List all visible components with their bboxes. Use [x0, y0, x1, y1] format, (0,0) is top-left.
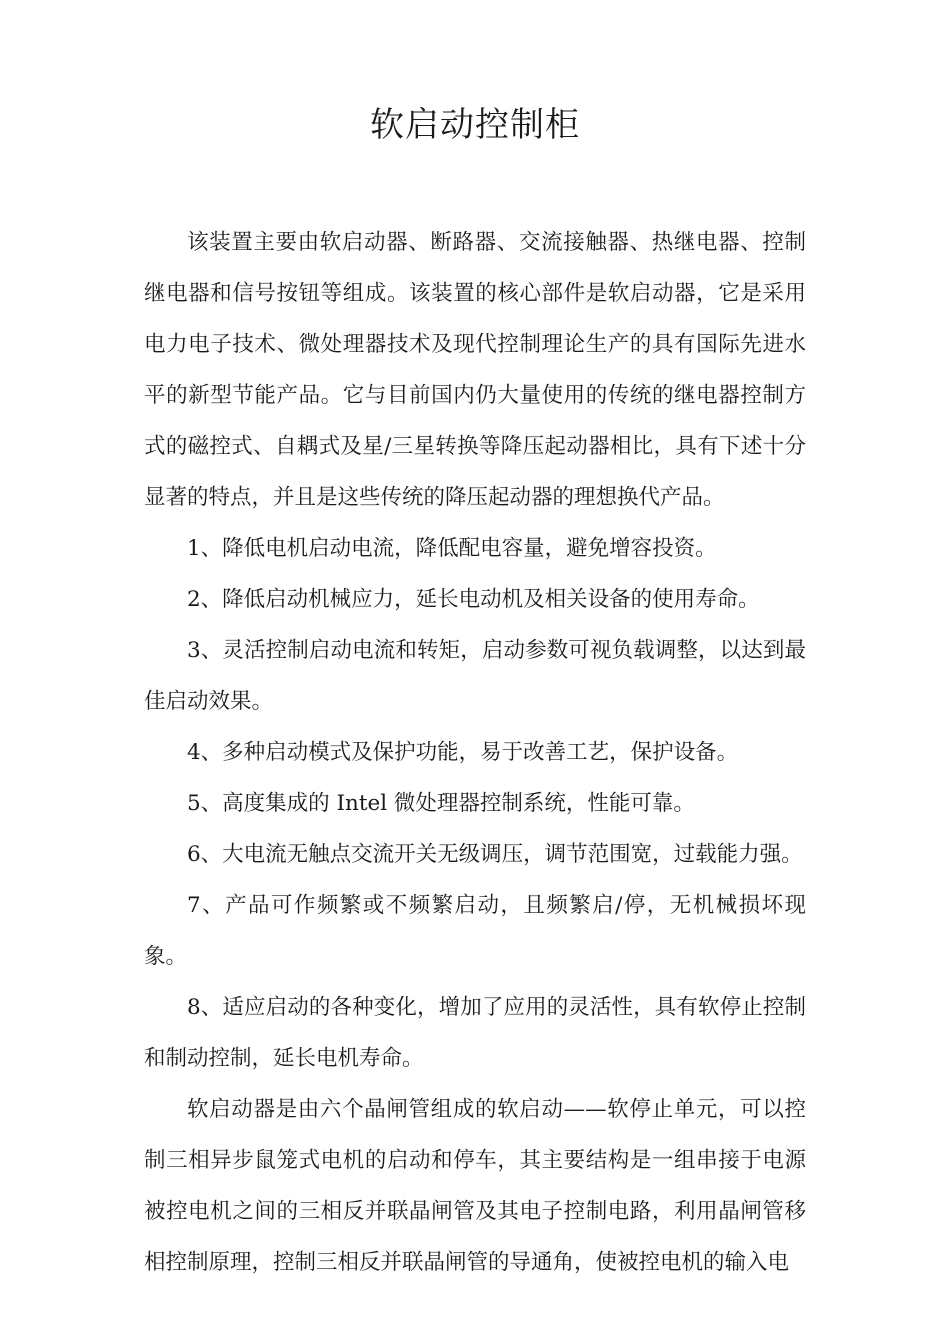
document-body	[144, 217, 806, 1288]
feature-item-6: 6、大电流无触点交流开关无级调压，调节范围宽，过载能力强。	[187, 842, 803, 867]
feature-item-2: 2、降低启动机械应力，延长电动机及相关设备的使用寿命。	[187, 587, 760, 612]
feature-item-1: 1、降低电机启动电流，降低配电容量，避免增容投资。	[187, 536, 717, 561]
feature-item-8: 8、适应启动的各种变化，增加了应用的灵活性，具有软停止控制和制动控制，延长电机寿命。	[144, 995, 806, 1071]
document-title: 软启动控制柜	[370, 105, 580, 145]
feature-item-3: 3、灵活控制启动电流和转矩，启动参数可视负载调整，以达到最佳启动效果。	[144, 638, 806, 714]
paragraph-principle: 软启动器是由六个晶闸管组成的软启动——软停止单元，可以控制三相异步鼠笼式电机的启动和停车，其主要结构是一组串接于电源被控电机之间的三相反并联晶闸管及其电子控制电路，利用晶闸管移相控制原理，控制三相反并联晶闸管的导通角，使被控电机的输入电	[144, 1097, 806, 1275]
feature-item-4: 4、多种启动模式及保护功能，易于改善工艺，保护设备。	[187, 740, 739, 765]
feature-item-5: 5、高度集成的 Intel 微处理器控制系统，性能可靠。	[187, 791, 695, 816]
feature-item-7: 7、产品可作频繁或不频繁启动，且频繁启/停，无机械损坏现象。	[144, 893, 806, 969]
paragraph-intro: 该装置主要由软启动器、断路器、交流接触器、热继电器、控制继电器和信号按钮等组成。该装置的核心部件是软启动器，它是采用电力电子技术、微处理器技术及现代控制理论生产的具有国际先进水平的新型节能产品。它与目前国内仍大量使用的传统的继电器控制方式的磁控式、自耦式及星/三星转换等降压起动器相比，具有下述十分显著的特点，并且是这些传统的降压起动器的理想换代产品。	[144, 230, 806, 510]
